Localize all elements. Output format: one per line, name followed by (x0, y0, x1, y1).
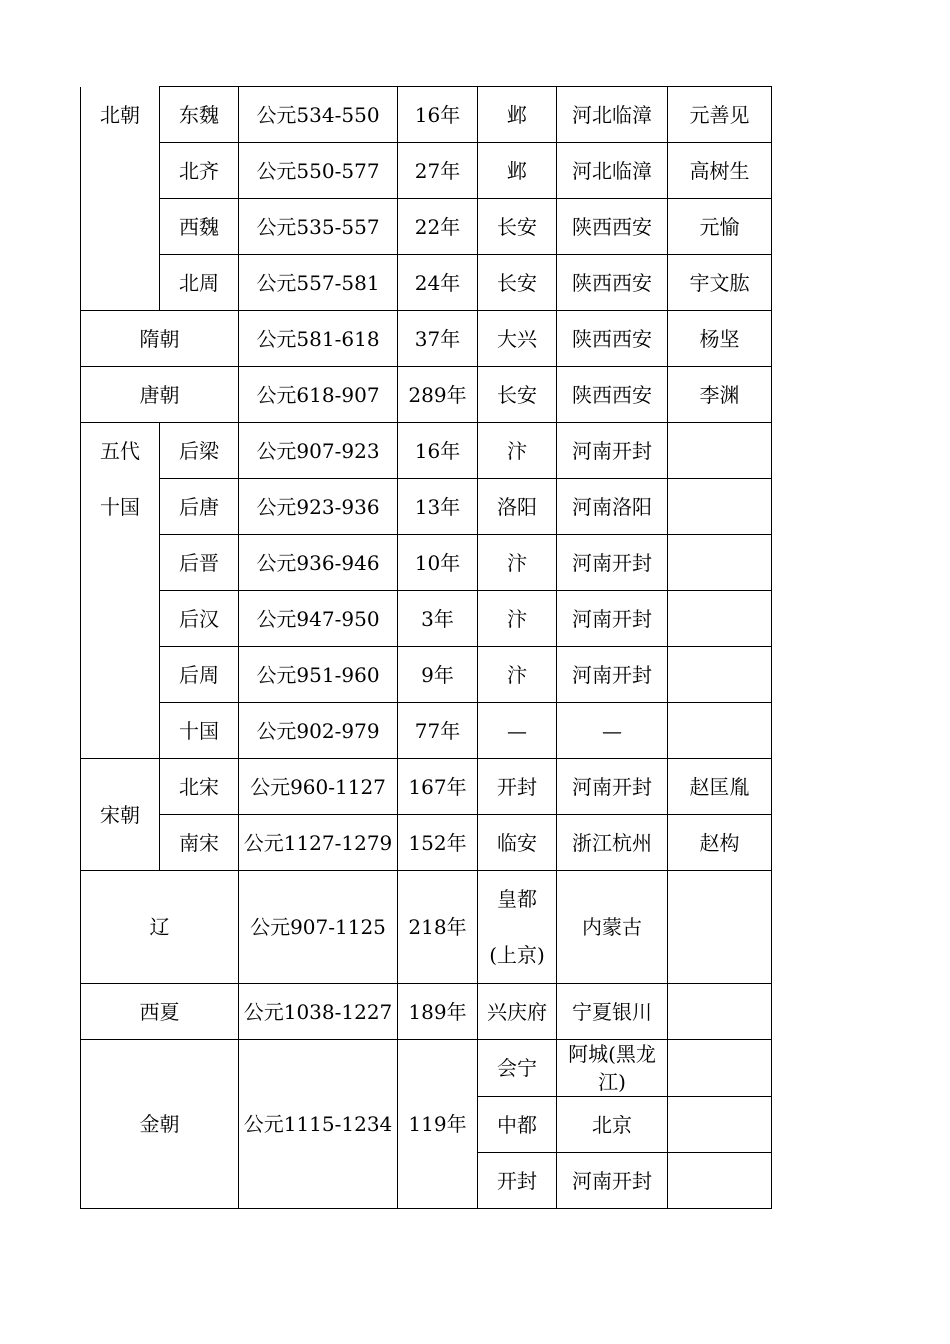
table-row (81, 423, 772, 479)
dynasty-name: 后晋 (160, 535, 239, 591)
dynasty-name: 西魏 (160, 199, 239, 255)
founder-cell: 杨坚 (668, 311, 772, 367)
table-row (81, 535, 772, 591)
founder-cell (668, 1153, 772, 1209)
capital-cell: 邺 (478, 143, 557, 199)
capital-cell: 长安 (478, 199, 557, 255)
founder-cell (668, 423, 772, 479)
table-row (81, 479, 772, 535)
duration-cell: 218年 (398, 871, 478, 984)
table-row (81, 87, 772, 143)
table-row (81, 703, 772, 759)
capital-cell: 汴 (478, 647, 557, 703)
period-cell: 公元1127-1279 (239, 815, 398, 871)
dynasty-name: 后唐 (160, 479, 239, 535)
location-cell: 浙江杭州 (557, 815, 668, 871)
table-row (81, 367, 772, 423)
location-cell: 河南开封 (557, 647, 668, 703)
founder-cell (668, 1040, 772, 1097)
dynasty-name: 北宋 (160, 759, 239, 815)
location-cell: 陕西西安 (557, 311, 668, 367)
duration-cell: 22年 (398, 199, 478, 255)
dynasty-name: 金朝 (81, 1040, 239, 1209)
founder-cell: 元愉 (668, 199, 772, 255)
duration-cell: 10年 (398, 535, 478, 591)
duration-cell: 119年 (398, 1040, 478, 1209)
duration-cell: 24年 (398, 255, 478, 311)
capital-cell: 临安 (478, 815, 557, 871)
capital-cell: 兴庆府 (478, 984, 557, 1040)
period-cell: 公元907-923 (239, 423, 398, 479)
table-row (81, 255, 772, 311)
location-cell: 陕西西安 (557, 255, 668, 311)
period-cell: 公元951-960 (239, 647, 398, 703)
founder-cell (668, 535, 772, 591)
group-label-line-1: 五代 (100, 439, 140, 463)
table-row (81, 815, 772, 871)
period-cell: 公元947-950 (239, 591, 398, 647)
location-cell: 内蒙古 (557, 871, 668, 984)
capital-cell (478, 871, 557, 984)
founder-cell (668, 871, 772, 984)
period-cell: 公元936-946 (239, 535, 398, 591)
table-row (81, 1040, 772, 1097)
dynasty-table (80, 86, 772, 1209)
location-cell: — (557, 703, 668, 759)
dynasty-name: 隋朝 (81, 311, 239, 367)
period-cell: 公元557-581 (239, 255, 398, 311)
location-cell: 河北临漳 (557, 143, 668, 199)
founder-cell (668, 479, 772, 535)
founder-cell (668, 984, 772, 1040)
capital-line-2: (上京) (489, 943, 545, 967)
dynasty-name: 后梁 (160, 423, 239, 479)
location-cell: 河南开封 (557, 423, 668, 479)
period-cell: 公元581-618 (239, 311, 398, 367)
duration-cell: 77年 (398, 703, 478, 759)
location-cell: 陕西西安 (557, 367, 668, 423)
capital-cell: 汴 (478, 591, 557, 647)
capital-cell: 洛阳 (478, 479, 557, 535)
capital-cell: 中都 (478, 1097, 557, 1153)
table-row (81, 311, 772, 367)
table-row (81, 647, 772, 703)
dynasty-name: 十国 (160, 703, 239, 759)
period-cell: 公元923-936 (239, 479, 398, 535)
table-row (81, 984, 772, 1040)
table-row (81, 759, 772, 815)
duration-cell: 37年 (398, 311, 478, 367)
capital-line-1: 皇都 (497, 887, 537, 911)
group-label-wudai (81, 423, 160, 759)
capital-cell: 长安 (478, 255, 557, 311)
location-cell: 河南开封 (557, 535, 668, 591)
location-cell: 河南开封 (557, 1153, 668, 1209)
group-label-beichao: 北朝 (81, 87, 160, 311)
capital-cell: 邺 (478, 87, 557, 143)
period-cell: 公元960-1127 (239, 759, 398, 815)
location-cell: 河北临漳 (557, 87, 668, 143)
dynasty-name: 唐朝 (81, 367, 239, 423)
group-label-line-2: 十国 (100, 495, 140, 519)
period-cell: 公元907-1125 (239, 871, 398, 984)
dynasty-name: 西夏 (81, 984, 239, 1040)
duration-cell: 289年 (398, 367, 478, 423)
duration-cell: 9年 (398, 647, 478, 703)
dynasty-name: 辽 (81, 871, 239, 984)
founder-cell: 赵匡胤 (668, 759, 772, 815)
period-cell: 公元535-557 (239, 199, 398, 255)
duration-cell: 27年 (398, 143, 478, 199)
period-cell: 公元618-907 (239, 367, 398, 423)
period-cell: 公元534-550 (239, 87, 398, 143)
founder-cell: 宇文肱 (668, 255, 772, 311)
table-row (81, 199, 772, 255)
capital-cell: 会宁 (478, 1040, 557, 1097)
table-row (81, 871, 772, 984)
period-cell: 公元550-577 (239, 143, 398, 199)
period-cell: 公元1115-1234 (239, 1040, 398, 1209)
duration-cell: 13年 (398, 479, 478, 535)
group-label-song: 宋朝 (81, 759, 160, 871)
dynasty-name: 北周 (160, 255, 239, 311)
capital-cell: — (478, 703, 557, 759)
capital-cell: 开封 (478, 1153, 557, 1209)
founder-cell (668, 703, 772, 759)
dynasty-name: 东魏 (160, 87, 239, 143)
dynasty-name: 北齐 (160, 143, 239, 199)
capital-cell: 汴 (478, 423, 557, 479)
location-cell: 河南开封 (557, 591, 668, 647)
duration-cell: 152年 (398, 815, 478, 871)
founder-cell: 高树生 (668, 143, 772, 199)
table-row (81, 143, 772, 199)
dynasty-name: 后汉 (160, 591, 239, 647)
duration-cell: 189年 (398, 984, 478, 1040)
capital-cell: 汴 (478, 535, 557, 591)
founder-cell (668, 1097, 772, 1153)
duration-cell: 3年 (398, 591, 478, 647)
duration-cell: 167年 (398, 759, 478, 815)
period-cell: 公元902-979 (239, 703, 398, 759)
period-cell: 公元1038-1227 (239, 984, 398, 1040)
capital-cell: 大兴 (478, 311, 557, 367)
capital-cell: 开封 (478, 759, 557, 815)
capital-cell: 长安 (478, 367, 557, 423)
location-cell: 阿城(黑龙江) (557, 1040, 668, 1097)
founder-cell: 元善见 (668, 87, 772, 143)
dynasty-name: 南宋 (160, 815, 239, 871)
founder-cell: 李渊 (668, 367, 772, 423)
duration-cell: 16年 (398, 87, 478, 143)
founder-cell (668, 591, 772, 647)
location-cell: 宁夏银川 (557, 984, 668, 1040)
founder-cell: 赵构 (668, 815, 772, 871)
founder-cell (668, 647, 772, 703)
location-cell: 河南开封 (557, 759, 668, 815)
location-cell: 北京 (557, 1097, 668, 1153)
location-cell: 河南洛阳 (557, 479, 668, 535)
duration-cell: 16年 (398, 423, 478, 479)
location-cell: 陕西西安 (557, 199, 668, 255)
dynasty-name: 后周 (160, 647, 239, 703)
table-row (81, 591, 772, 647)
